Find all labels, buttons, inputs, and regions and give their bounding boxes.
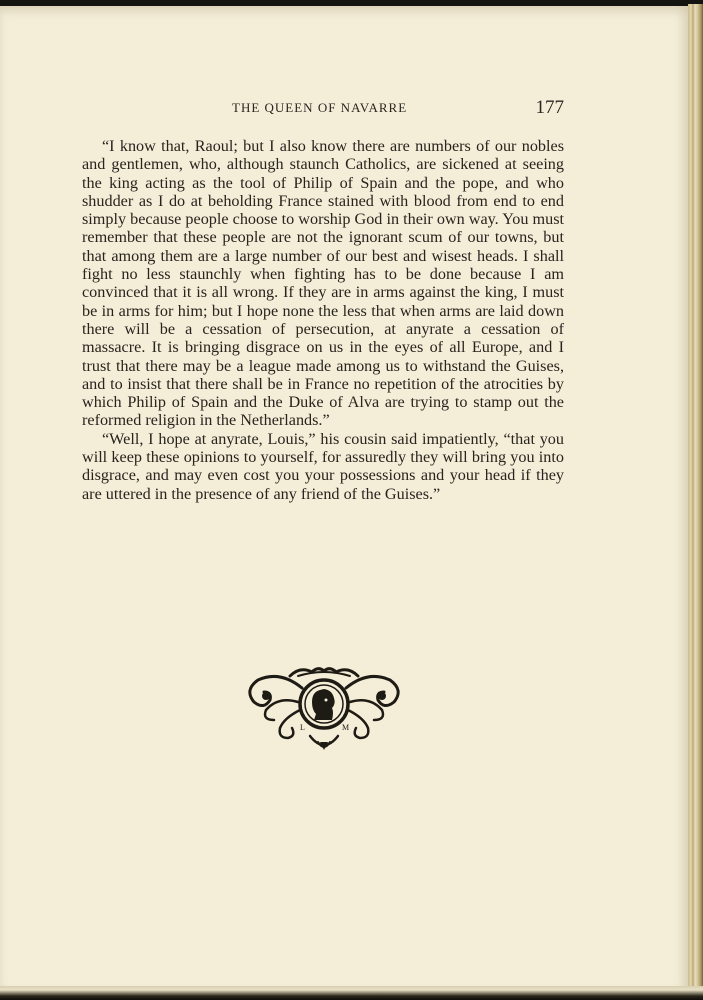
left-initial: L	[300, 723, 305, 732]
scan-bottom-edge	[0, 986, 703, 1000]
page-edge	[688, 4, 703, 996]
running-head	[82, 97, 564, 121]
running-title: THE QUEEN OF NAVARRE	[232, 100, 408, 115]
paragraph: “I know that, Raoul; but I also know there are numbers of our nobles and gentlemen, who, although staunch Catholics, are sickened at seeing the king acting as the tool of Philip of Spain and the pope, and who shudder as I do at beholding France stained with blood from end to end simply because people choose to worship God in their own way. You must remember that these people are not the ignorant scum of our towns, but that among them are a large number of our best and wisest heads. I shall fight no less staunchly when fighting has to be done because I am convinced that it is all wrong. If they are in arms against the king, I must be in arms for him; but I hope none the less that when arms are laid down there will be a cessation of persecution, at anyrate a cessation of massacre. It is bringing disgrace on us in the eyes of all Europe, and I trust that there may be a league made among us to withstand the Guises, and to insist that there shall be in France no repetition of the atrocities by which Philip of Spain and the Duke of Alva are trying to stamp out the reformed religion in the Netherlands.”	[82, 137, 564, 430]
page-number: 177	[535, 97, 564, 118]
body-text	[82, 137, 564, 503]
publisher-device-ornament-icon	[240, 662, 408, 756]
paragraph: “Well, I hope at anyrate, Louis,” his cousin said impatiently, “that you will keep these opinions to yourself, for assuredly they will bring you into disgrace, and may even cost you your possessions and your head if they are uttered in the presence of any friend of the Guises.”	[82, 429, 564, 503]
book-page	[0, 6, 688, 992]
right-initial: M	[342, 723, 350, 732]
